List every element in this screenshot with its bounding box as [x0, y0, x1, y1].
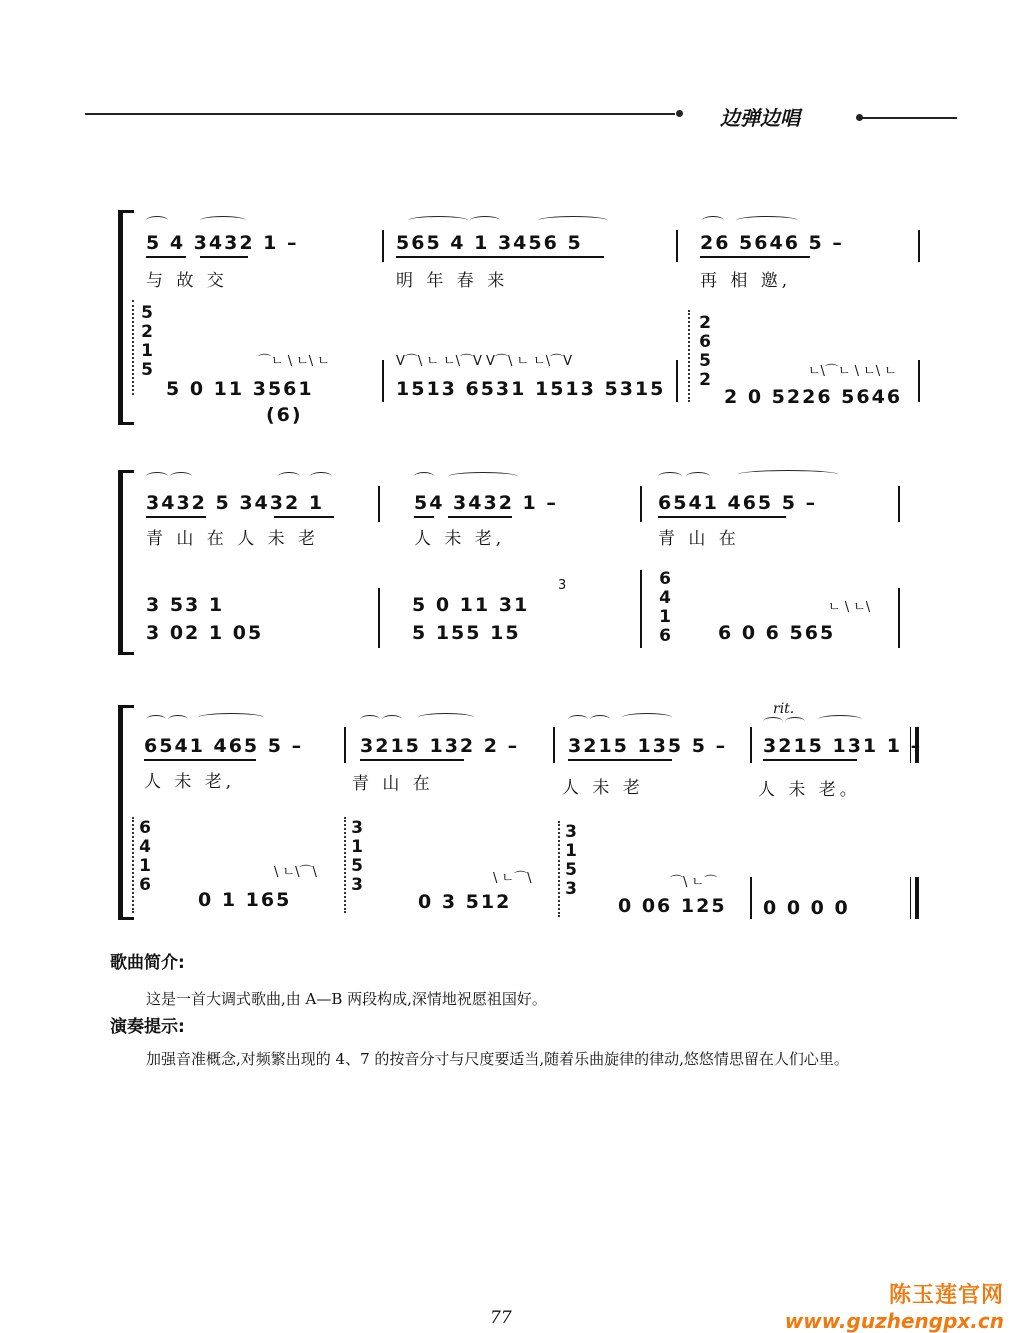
chord-2: 2 6 5 2 — [699, 313, 711, 390]
chord-3: 6 4 1 6 — [659, 569, 671, 646]
system-brace-cap — [118, 470, 134, 473]
slur — [198, 713, 264, 722]
slur — [408, 216, 468, 225]
slur — [360, 715, 380, 724]
slur — [146, 472, 168, 481]
underline — [146, 256, 186, 258]
barline — [898, 588, 900, 648]
watermark-line-1: 陈玉莲官网 — [888, 1283, 1004, 1308]
system-brace — [118, 705, 123, 920]
barline — [640, 486, 642, 522]
melody-measure-7: 6541 465 5 – — [144, 735, 304, 757]
intro-text: 这是一首大调式歌曲,由 A—B 两段构成,深情地祝愿祖国好。 — [146, 990, 547, 1008]
slur — [470, 216, 500, 225]
accomp-measure-1: 5 0 11 3561 — [166, 378, 314, 400]
accomp-measure-6: 6 0 6 565 — [718, 622, 836, 644]
underline — [414, 516, 434, 518]
page-number: 77 — [490, 1308, 512, 1328]
slur — [200, 216, 246, 225]
header-rule-right — [862, 117, 957, 119]
lyric-measure-9: 人 未 老 — [562, 778, 644, 798]
lyric-measure-6: 青 山 在 — [658, 529, 740, 549]
slur — [818, 715, 862, 724]
underline — [144, 759, 256, 761]
accomp-measure-3: 2 0 5226 5646 — [724, 386, 903, 408]
slur — [146, 216, 168, 225]
underline — [763, 759, 857, 761]
slur — [738, 470, 838, 479]
arpeggio-mark — [688, 310, 696, 402]
accomp-lower-2: 5 155 15 — [412, 622, 521, 644]
barline — [918, 360, 920, 402]
score-system-2: 3432 5 3432 1 54 3432 1 – 6541 465 5 – 青 山 在 人 未 老 人 未 老, 青 山 在 3 ㄴ \ ㄴ\ 3 53 1 3 02 1 05 5 0 11 31 5 155 15 6 4 1 6 6 0 6 565 — [118, 470, 928, 655]
tips-heading: 演奏提示: — [110, 1017, 185, 1037]
slur — [146, 715, 166, 724]
tips-text: 加强音准概念,对频繁出现的 4、7 的按音分寸与尺度要适当,随着乐曲旋律的律动,悠悠情思留在人们心里。 — [146, 1050, 849, 1068]
barline — [676, 360, 678, 402]
tuplet-mark: 3 — [558, 578, 567, 593]
system-brace-cap — [118, 422, 134, 425]
ritardando-mark: rit. — [773, 701, 795, 717]
barline — [750, 727, 752, 763]
chord-5: 3 1 5 3 — [351, 818, 363, 895]
melody-measure-6: 6541 465 5 – — [658, 492, 818, 514]
intro-heading: 歌曲简介: — [110, 953, 185, 973]
barline — [378, 588, 380, 648]
lyric-measure-3: 再 相 邀, — [700, 271, 792, 291]
melody-measure-8: 3215 132 2 – — [360, 735, 520, 757]
accomp-measure-7: 0 1 165 — [198, 889, 292, 911]
header-rule-left — [85, 113, 675, 115]
slur — [785, 717, 805, 726]
slur — [168, 715, 188, 724]
paren-note: (6) — [266, 404, 303, 426]
barline — [898, 486, 900, 522]
lyric-measure-10: 人 未 老。 — [758, 780, 861, 800]
slur — [763, 717, 783, 726]
melody-measure-10: 3215 131 1 – — [763, 735, 923, 757]
melody-measure-9: 3215 135 5 – — [568, 735, 728, 757]
slur — [414, 472, 434, 481]
system-brace — [118, 210, 123, 425]
slur — [736, 216, 798, 225]
chord-1: 5 2 1 5 — [141, 303, 153, 380]
underline — [568, 759, 672, 761]
system-brace-cap — [118, 210, 134, 213]
underline — [274, 516, 334, 518]
lyric-measure-7: 人 未 老, — [144, 772, 236, 792]
melody-measure-5: 54 3432 1 – — [414, 492, 558, 514]
lyric-measure-1: 与 故 交 — [146, 271, 228, 291]
score-system-3: rit. 6541 465 5 – 3215 132 2 – 3215 135 5 – 3215 131 1 – 人 未 老, 青 山 在 人 未 老 人 未 老。 6 4 1 6 \ ㄴ\⌒\ 0 1 165 3 1 5 3 \ ㄴ⌒\ 0 3 512 3 1 5 3 ⌒\ ㄴ⌒ 0 06 125 0 0 0 0 — [118, 705, 928, 920]
lyric-measure-2: 明 年 春 来 — [396, 271, 509, 291]
barline — [918, 230, 920, 262]
barline — [378, 486, 380, 522]
underline — [658, 516, 786, 518]
barline — [382, 230, 384, 262]
melody-measure-4: 3432 5 3432 1 — [146, 492, 325, 514]
melody-measure-3: 26 5646 5 – — [700, 232, 844, 254]
system-brace-cap — [118, 917, 134, 920]
slur — [538, 216, 608, 225]
slur — [418, 713, 474, 722]
lyric-measure-8: 青 山 在 — [352, 774, 434, 794]
accomp-upper-1: 3 53 1 — [146, 594, 225, 616]
system-brace — [118, 470, 123, 655]
watermark-line-2: www.guzhengpx.cn — [784, 1309, 1004, 1333]
accomp-lower-1: 3 02 1 05 — [146, 622, 264, 644]
final-barline — [910, 727, 919, 763]
chord-4: 6 4 1 6 — [139, 818, 151, 895]
accomp-measure-10: 0 0 0 0 — [763, 897, 850, 919]
melody-measure-1: 5 4 3432 1 – — [146, 232, 299, 254]
final-barline — [910, 877, 919, 919]
slur — [448, 472, 518, 481]
slur — [622, 713, 672, 722]
arpeggio-mark — [132, 300, 140, 395]
system-brace-cap — [118, 705, 134, 708]
slur — [568, 715, 588, 724]
barline — [344, 727, 346, 763]
lyric-measure-4: 青 山 在 人 未 老 — [146, 529, 320, 549]
slur — [590, 715, 610, 724]
barline — [676, 230, 678, 262]
chord-6: 3 1 5 3 — [565, 822, 577, 899]
accomp-measure-9: 0 06 125 — [618, 895, 727, 917]
underline — [448, 516, 512, 518]
underline — [146, 516, 206, 518]
watermark — [785, 1278, 1004, 1333]
barline — [640, 570, 642, 648]
barline — [750, 877, 752, 919]
underline — [396, 256, 536, 258]
section-title: 边弹边唱 — [720, 106, 800, 130]
slur — [702, 216, 724, 225]
score-system-1: 5 4 3432 1 – 565 4 1 3456 5 26 5646 5 – 与 故 交 明 年 春 来 再 相 邀, 5 2 1 5 2 6 5 2 ⌒ㄴ \ ㄴ\ ㄴ V⌒\ ㄴ ㄴ\⌒V V⌒\ ㄴ ㄴ\⌒V ㄴ\⌒ㄴ \ ㄴ\ ㄴ 5 0 11 3561 1513 6531 1513 5315 2 0 5226 5646 (6) — [118, 210, 928, 425]
underline — [536, 256, 604, 258]
slur — [686, 472, 710, 481]
system-brace-cap — [118, 652, 134, 655]
underline — [200, 256, 248, 258]
barline — [553, 727, 555, 763]
barline — [382, 360, 384, 402]
accomp-measure-8: 0 3 512 — [418, 891, 512, 913]
underline — [360, 759, 464, 761]
slur — [278, 472, 300, 481]
slur — [382, 715, 402, 724]
slur — [658, 472, 682, 481]
melody-measure-2: 565 4 1 3456 5 — [396, 232, 583, 254]
accomp-upper-2: 5 0 11 31 — [412, 594, 530, 616]
slur — [310, 472, 332, 481]
accomp-measure-2: 1513 6531 1513 5315 — [396, 378, 666, 400]
slur — [170, 472, 192, 481]
underline — [700, 256, 810, 258]
lyric-measure-5: 人 未 老, — [414, 529, 506, 549]
